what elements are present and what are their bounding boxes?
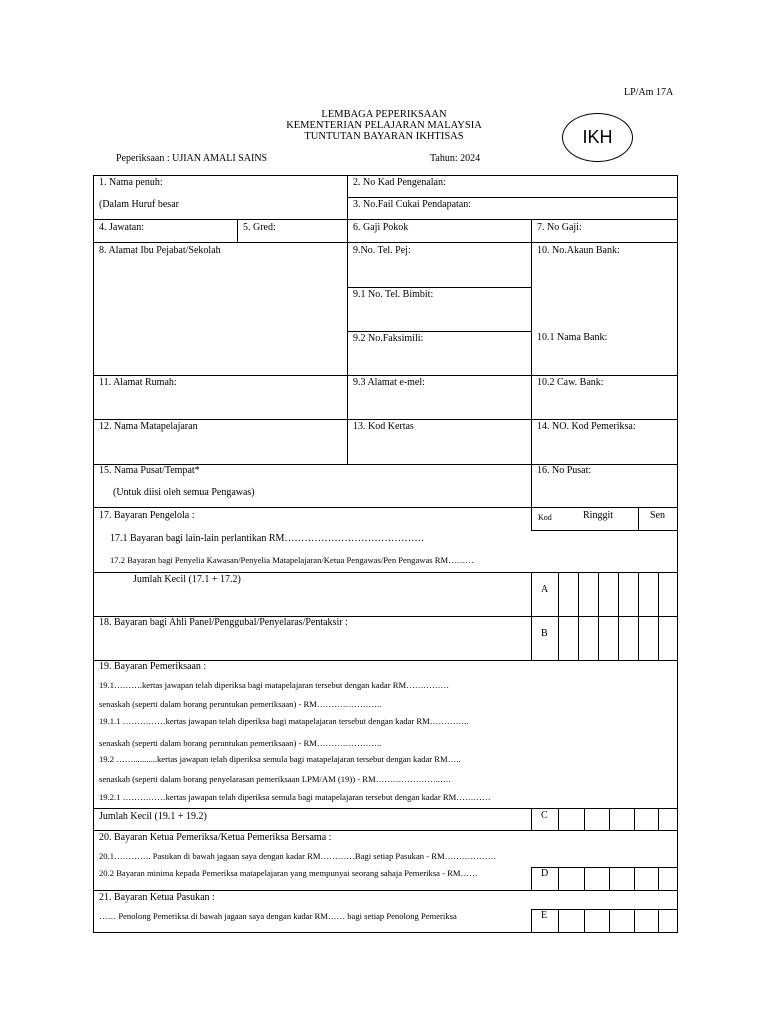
code-b: B (541, 628, 548, 639)
field-full-name-note: (Dalam Huruf besar (99, 199, 179, 210)
section-17-title: 17. Bayaran Pengelola : (99, 510, 195, 521)
section-19-2-cont: senaskah (seperti dalam borang penyelarasan pemeriksaan LPM/AM (19)) - RM…………………..…. (99, 774, 451, 784)
field-office-address[interactable]: 8. Alamat Ibu Pejabat/Sekolah (99, 245, 221, 256)
section-19-title: 19. Bayaran Pemeriksaan : (99, 661, 207, 672)
field-bank-name[interactable]: 10.1 Nama Bank: (537, 332, 608, 343)
field-paper-code[interactable]: 13. Kod Kertas (353, 421, 414, 432)
field-grade[interactable]: 5. Gred: (243, 222, 276, 233)
field-email[interactable]: 9.3 Alamat e-mel: (353, 377, 425, 388)
section-19-1-1: 19.1.1 ……………kertas jawapan telah diperiksa bagi matapelajaran tersebut dengan kadar RM………….. (99, 716, 469, 726)
form-code: LP/Am 17A (624, 87, 674, 98)
section-20-2: 20.2 Bayaran minima kepada Pemeriksa matapelajaran yang mempunyai seorang sahaja Pemeriksa - RM…… (99, 868, 478, 878)
field-full-name[interactable]: 1. Nama penuh: (99, 177, 163, 188)
header-line-1: LEMBAGA PEPERIKSAAN (321, 109, 447, 120)
field-subject-name[interactable]: 12. Nama Matapelajaran (99, 421, 198, 432)
section-20-1: 20.1…………. Pasukan di bawah jagaan saya dengan kadar RM…………Bagi setiap Pasukan - RM……………… (99, 851, 497, 861)
section-19-1-1-cont: senaskah (seperti dalam borang peruntukan pemeriksaan) - RM………………….. (99, 738, 382, 748)
section-17-subtotal: Jumlah Kecil (17.1 + 17.2) (133, 574, 241, 585)
field-fax[interactable]: 9.2 No.Faksimili: (353, 333, 424, 344)
exam-label: Peperiksaan : UJIAN AMALI SAINS (116, 153, 268, 164)
field-tax-file[interactable]: 3. No.Fail Cukai Pendapatan: (353, 199, 472, 210)
field-centre-name[interactable]: 15. Nama Pusat/Tempat* (99, 465, 200, 476)
field-position[interactable]: 4. Jawatan: (99, 222, 144, 233)
ikh-badge: IKH (562, 113, 633, 162)
year-label: Tahun: 2024 (430, 153, 481, 164)
money-header-sen: Sen (650, 510, 665, 521)
field-bank-account[interactable]: 10. No.Akaun Bank: (537, 245, 620, 256)
field-salary-number[interactable]: 7. No Gaji: (537, 222, 582, 233)
field-ic-number[interactable]: 2. No Kad Pengenalan: (353, 177, 446, 188)
section-19-1-cont: senaskah (seperti dalam borang peruntukan pemeriksaan) - RM………………….. (99, 699, 382, 709)
field-bank-branch[interactable]: 10.2 Caw. Bank: (537, 377, 604, 388)
field-mobile-phone[interactable]: 9.1 No. Tel. Bimbit: (353, 289, 434, 300)
section-19-2-1: 19.2.1 ……………kertas jawapan telah diperiksa semula bagi matapelajaran tersebut dengan kadar RM………… (99, 792, 491, 802)
field-home-address[interactable]: 11. Alamat Rumah: (99, 377, 177, 388)
section-21-title: 21. Bayaran Ketua Pasukan : (99, 892, 215, 903)
section-19-1: 19.1……….kertas jawapan telah diperiksa bagi matapelajaran tersebut dengan kadar RM…………… (99, 680, 450, 690)
code-a: A (541, 584, 549, 595)
section-17-2: 17.2 Bayaran bagi Penyelia Kawasan/Penyelia Matapelajaran/Ketua Pengawas/Pen Pengawas RM……… (110, 555, 474, 565)
code-d: D (541, 868, 549, 879)
section-18-title: 18. Bayaran bagi Ahli Panel/Penggubal/Penyelaras/Pentaksir : (99, 617, 348, 628)
field-office-phone[interactable]: 9.No. Tel. Pej: (353, 245, 411, 256)
money-header-kod: Kod (538, 513, 552, 522)
code-c: C (541, 810, 548, 821)
header-line-3: TUNTUTAN BAYARAN IKHTISAS (304, 131, 464, 142)
section-19-2: 19.2 ……...........kertas jawapan telah diperiksa semula bagi matapelajaran tersebut dengan kadar RM….. (99, 754, 461, 764)
section-21-1: …… Penolong Pemeriksa di bawah jagaan saya dengan kadar RM…… bagi setiap Penolong Pemeriksa (99, 911, 457, 921)
field-centre-note: (Untuk diisi oleh semua Pengawas) (113, 487, 255, 498)
header-line-2: KEMENTERIAN PELAJARAN MALAYSIA (286, 120, 482, 131)
section-20-title: 20. Bayaran Ketua Pemeriksa/Ketua Pemeriksa Bersama : (99, 832, 332, 843)
section-19-subtotal: Jumlah Kecil (19.1 + 19.2) (99, 811, 207, 822)
field-basic-salary[interactable]: 6. Gaji Pokok (353, 222, 409, 233)
field-examiner-code[interactable]: 14. NO. Kod Pemeriksa: (537, 421, 636, 432)
field-centre-number[interactable]: 16. No Pusat: (537, 465, 592, 476)
section-17-1: 17.1 Bayaran bagi lain-lain perlantikan RM…………………………………… (110, 533, 425, 544)
code-e: E (541, 910, 548, 921)
money-header-ringgit: Ringgit (583, 510, 614, 521)
